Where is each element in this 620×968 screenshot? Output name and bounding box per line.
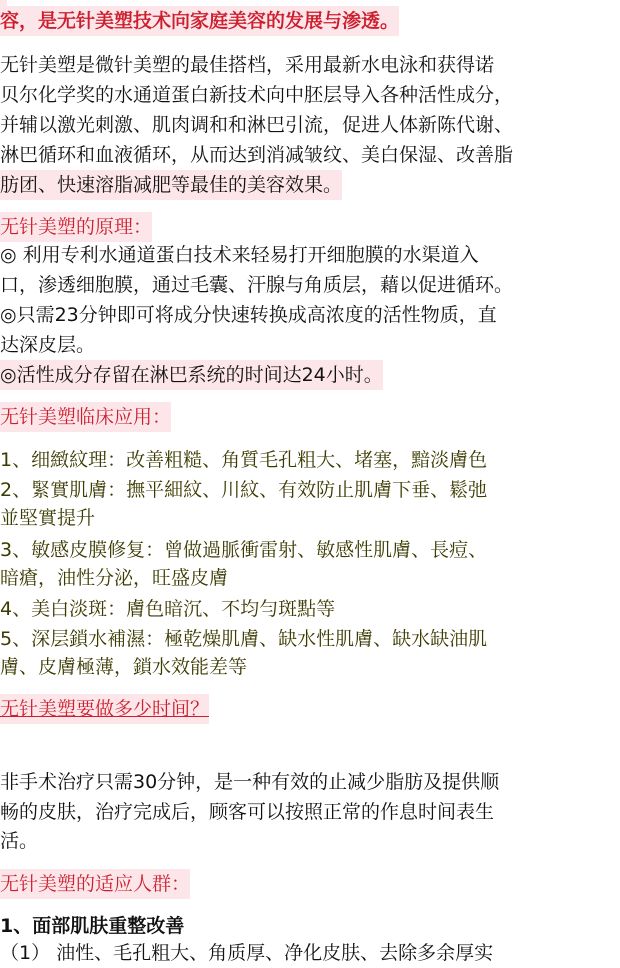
clinical-line: 膚、皮膚極薄，鎖水效能差等 [0, 656, 248, 678]
intro-paragraph-line: 肪团、快速溶脂减肥等最佳的美容效果。 [0, 170, 342, 200]
clinical-line: 2、緊實肌膚：撫平細紋、川紋、有效防止肌膚下垂、鬆弛 [0, 479, 488, 501]
principle-line: ◎只需23分钟即可将成分快速转换成高浓度的活性物质，直 [0, 304, 497, 326]
intro-line: 容，是无针美塑技术向家庭美容的发展与渗透。 [0, 6, 399, 36]
clinical-line: 1、细緻紋理：改善粗糙、角質毛孔粗大、堵塞，黯淡膚色 [0, 449, 488, 471]
principle-line: ◎ 利用专利水通道蛋白技术来轻易打开细胞膜的水渠道入 [0, 244, 479, 266]
clinical-line: 暗瘡，油性分泌，旺盛皮膚 [0, 567, 229, 589]
intro-paragraph-line: 贝尔化学奖的水通道蛋白新技术向中胚层导入各种活性成分， [0, 84, 514, 106]
clinical-heading: 无针美塑临床应用： [0, 402, 171, 432]
clinical-line: 並堅實提升 [0, 507, 96, 529]
clinical-line: 5、深层鎖水補濕：極乾燥肌膚、缺水性肌膚、缺水缺油肌 [0, 628, 488, 650]
people-heading: 无针美塑的适应人群： [0, 869, 190, 899]
principle-heading: 无针美塑的原理： [0, 212, 152, 242]
time-heading: 无针美塑要做多少时间？ [0, 694, 209, 724]
intro-paragraph-line: 无针美塑是微针美塑的最佳搭档，采用最新水电泳和获得诺 [0, 54, 495, 76]
time-line: 畅的皮肤，治疗完成后，顾客可以按照正常的作息时间表生 [0, 801, 495, 823]
clinical-line: 3、敏感皮膜修复：曾做過脈衝雷射、敏感性肌膚、長痘、 [0, 539, 488, 561]
principle-line: 达深皮层。 [0, 334, 96, 356]
principle-line: ◎活性成分存留在淋巴系统的时间达24小时。 [0, 360, 383, 390]
clinical-line: 4、美白淡斑：膚色暗沉、不均勻斑點等 [0, 598, 336, 620]
principle-line: 口，渗透细胞膜，通过毛囊、汗腺与角质层，藉以促进循环。 [0, 274, 514, 296]
people-line: （1） 油性、毛孔粗大、角质厚、净化皮肤、去除多余厚实 [0, 942, 494, 964]
time-line: 活。 [0, 830, 39, 852]
intro-paragraph-line: 并辅以激光刺激、肌肉调和和淋巴引流，促进人体新陈代谢、 [0, 114, 514, 136]
time-line: 非手术治疗只需30分钟，是一种有效的止减少脂肪及提供顺 [0, 771, 500, 793]
intro-paragraph-line: 淋巴循环和血液循环，从而达到消减皱纹、美白保湿、改善脂 [0, 144, 514, 166]
people-line: 1、面部肌肤重整改善 [0, 915, 185, 937]
